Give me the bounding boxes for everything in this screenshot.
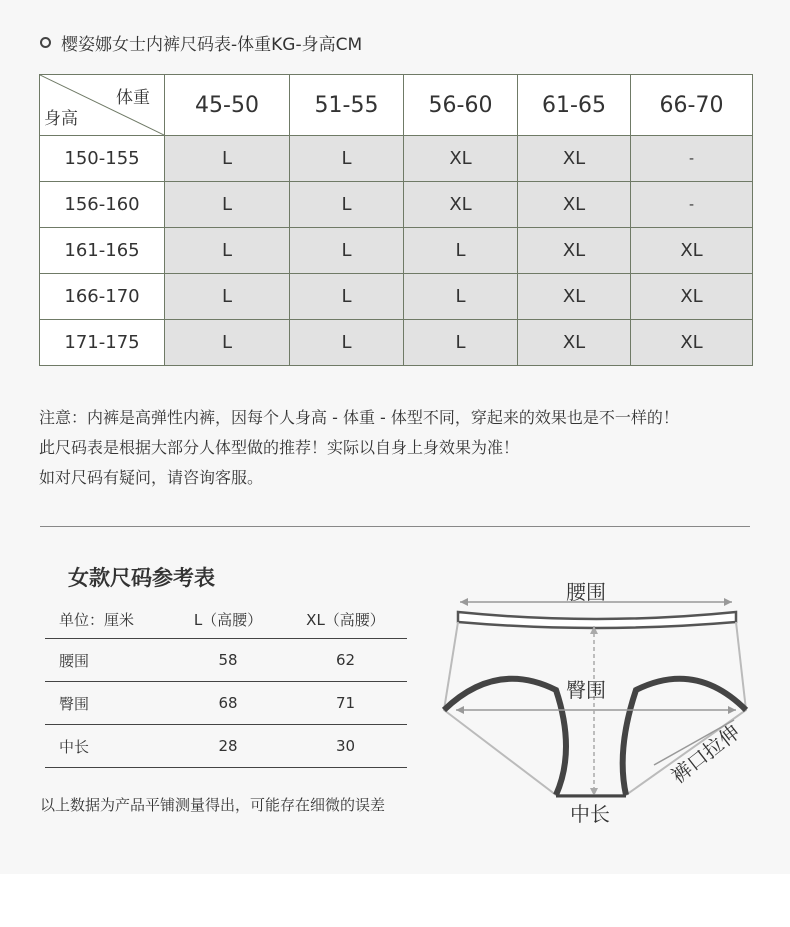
- measure-xl: 30: [284, 725, 407, 768]
- height-label: 身高: [44, 109, 78, 129]
- size-cell: L: [290, 182, 404, 228]
- table-row: [45, 725, 407, 768]
- table-row: [40, 274, 753, 320]
- size-cell: -: [631, 182, 753, 228]
- size-note: [39, 403, 679, 493]
- measure-l: 68: [172, 682, 284, 725]
- size-cell: XL: [518, 136, 631, 182]
- measure-l: 58: [172, 639, 284, 682]
- size-cell: L: [165, 274, 290, 320]
- size-cell: XL: [518, 228, 631, 274]
- weight-height-size-table: [39, 74, 753, 366]
- size-cell: L: [290, 136, 404, 182]
- height-row-header: 150-155: [40, 136, 165, 182]
- table-row: [40, 182, 753, 228]
- height-row-header: 171-175: [40, 320, 165, 366]
- weight-col-header: 66-70: [631, 75, 753, 136]
- table-row: [40, 320, 753, 366]
- chart-title-text: 樱姿娜女士内裤尺码表-体重KG-身高CM: [61, 35, 363, 55]
- hip-label: 臀围: [566, 678, 606, 702]
- table-row: [40, 228, 753, 274]
- circle-bullet-icon: [40, 37, 51, 48]
- section-divider: [40, 526, 750, 527]
- measurement-table: [45, 600, 407, 768]
- size-cell: L: [165, 136, 290, 182]
- leg-stretch-label: 裤口拉伸: [666, 719, 745, 789]
- size-cell: L: [290, 274, 404, 320]
- table-row: [40, 136, 753, 182]
- size-cell: L: [165, 320, 290, 366]
- size-cell: L: [290, 228, 404, 274]
- size-cell: L: [165, 182, 290, 228]
- note-line: 此尺码表是根据大部分人体型做的推荐！实际以自身上身效果为准！: [39, 438, 520, 457]
- waist-label: 腰围: [566, 580, 606, 604]
- table-row: [45, 639, 407, 682]
- length-label: 中长: [570, 802, 610, 826]
- unit-header: 单位：厘米: [45, 600, 172, 639]
- size-cell: XL: [518, 320, 631, 366]
- measure-name: 臀围: [45, 682, 172, 725]
- measure-xl: 71: [284, 682, 407, 725]
- size-xl-header: XL（高腰）: [284, 600, 407, 639]
- height-row-header: 161-165: [40, 228, 165, 274]
- size-cell: XL: [404, 182, 518, 228]
- size-cell: XL: [518, 274, 631, 320]
- size-cell: L: [404, 228, 518, 274]
- table-header-row: [45, 600, 407, 639]
- note-line: 如对尺码有疑问，请咨询客服。: [39, 468, 264, 487]
- weight-col-header: 45-50: [165, 75, 290, 136]
- size-cell: L: [290, 320, 404, 366]
- table-row: [45, 682, 407, 725]
- height-row-header: 156-160: [40, 182, 165, 228]
- height-row-header: 166-170: [40, 274, 165, 320]
- measure-name: 腰围: [45, 639, 172, 682]
- note-line: 注意：内裤是高弹性内裤，因每个人身高 - 体重 - 体型不同，穿起来的效果也是不一样的！: [39, 408, 679, 427]
- size-cell: -: [631, 136, 753, 182]
- size-cell: XL: [631, 274, 753, 320]
- size-l-header: L（高腰）: [172, 600, 284, 639]
- size-cell: XL: [631, 228, 753, 274]
- size-cell: XL: [404, 136, 518, 182]
- size-cell: L: [404, 274, 518, 320]
- size-reference-title: 女款尺码参考表: [68, 566, 215, 590]
- size-cell: L: [165, 228, 290, 274]
- measure-name: 中长: [45, 725, 172, 768]
- weight-label: 体重: [116, 88, 150, 108]
- measure-l: 28: [172, 725, 284, 768]
- size-cell: L: [404, 320, 518, 366]
- weight-col-header: 61-65: [518, 75, 631, 136]
- underwear-measurement-diagram: [436, 570, 756, 830]
- corner-header-cell: [40, 75, 165, 136]
- size-cell: XL: [631, 320, 753, 366]
- measurement-footnote: 以上数据为产品平铺测量得出，可能存在细微的误差: [40, 796, 386, 814]
- weight-col-header: 51-55: [290, 75, 404, 136]
- measure-xl: 62: [284, 639, 407, 682]
- chart-title: [40, 30, 362, 55]
- size-cell: XL: [518, 182, 631, 228]
- weight-col-header: 56-60: [404, 75, 518, 136]
